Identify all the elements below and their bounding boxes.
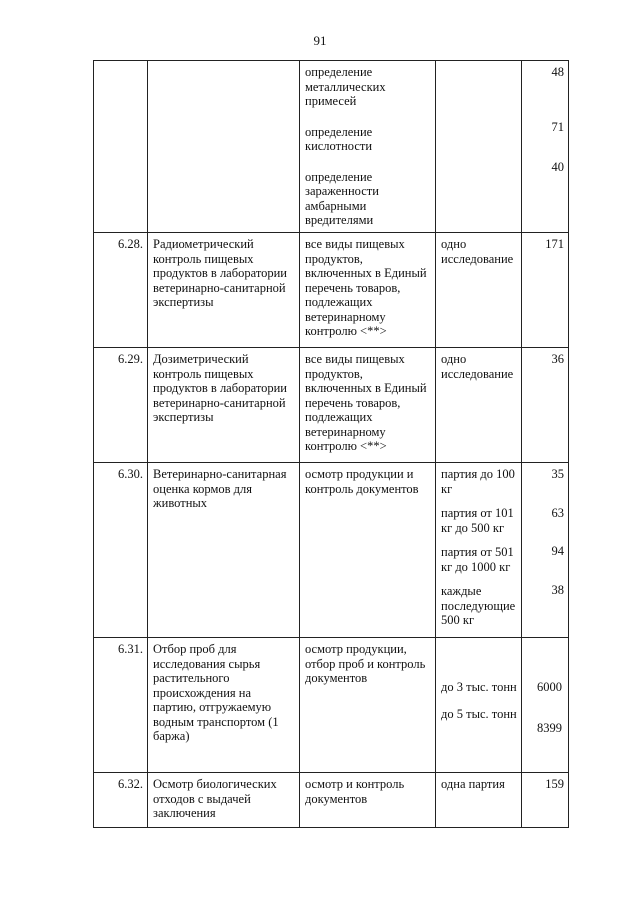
scope-item: определение металлических примесей (305, 65, 386, 108)
table-row (94, 233, 569, 348)
table-row (94, 638, 569, 773)
price-cell: 159 (522, 773, 569, 828)
scope-item: определение зараженности амбарными вредителями (305, 169, 379, 227)
price-value: 63 (551, 505, 564, 520)
price-cell (522, 463, 569, 638)
price-cell: 36 (522, 348, 569, 463)
price-value: 94 (551, 544, 564, 558)
unit-value: партия от 101 кг до 500 кг (441, 506, 514, 535)
item-number-cell (94, 61, 148, 233)
price-cell (522, 638, 569, 773)
item-number-cell: 6.28. (94, 233, 148, 348)
item-number-cell: 6.31. (94, 638, 148, 773)
unit-cell: одно исследование (436, 348, 522, 463)
unit-cell (436, 463, 522, 638)
tariff-table (93, 60, 569, 828)
price-value: 40 (551, 160, 564, 174)
unit-value: до 3 тыс. тонн (441, 680, 517, 694)
service-name-cell: Радиометрический контроль пищевых продуктов в лаборатории ветеринарно-санитарной экспертизы (148, 233, 300, 348)
price-cell: 171 (522, 233, 569, 348)
service-scope-cell: осмотр и контроль документов (300, 773, 436, 828)
service-name-cell: Отбор проб для исследования сырья растительного происхождения на партию, отгружаемую водным транспортом (1 баржа) (148, 638, 300, 773)
unit-value: партия до 100 кг (441, 467, 515, 496)
service-name-cell (148, 61, 300, 233)
price-value: 6000 (537, 680, 562, 694)
unit-cell: одна партия (436, 773, 522, 828)
service-name-cell: Осмотр биологических отходов с выдачей заключения (148, 773, 300, 828)
item-number-cell: 6.30. (94, 463, 148, 638)
unit-value: до 5 тыс. тонн (441, 706, 517, 721)
item-number-cell: 6.29. (94, 348, 148, 463)
table-row (94, 348, 569, 463)
unit-value: каждые последующие 500 кг (441, 584, 516, 627)
service-scope-cell: осмотр продукции и контроль документов (300, 463, 436, 638)
price-value: 71 (551, 119, 564, 134)
service-name-cell: Ветеринарно-санитарная оценка кормов для животных (148, 463, 300, 638)
table-row (94, 463, 569, 638)
price-value: 8399 (537, 720, 562, 735)
item-number-cell: 6.32. (94, 773, 148, 828)
unit-cell: одно исследование (436, 233, 522, 348)
service-scope-cell: все виды пищевых продуктов, включенных в Единый перечень товаров, подлежащих ветеринарному контролю <**> (300, 233, 436, 348)
unit-value: партия от 501 кг до 1000 кг (441, 545, 514, 574)
unit-cell (436, 61, 522, 233)
service-scope-cell: все виды пищевых продуктов, включенных в Единый перечень товаров, подлежащих ветеринарному контролю <**> (300, 348, 436, 463)
table-row (94, 773, 569, 828)
price-value: 38 (551, 582, 564, 597)
unit-cell (436, 638, 522, 773)
service-name-cell: Дозиметрический контроль пищевых продуктов в лаборатории ветеринарно-санитарной экспертизы (148, 348, 300, 463)
service-scope-cell (300, 61, 436, 233)
service-scope-cell: осмотр продукции, отбор проб и контроль документов (300, 638, 436, 773)
scope-item: определение кислотности (305, 124, 373, 153)
page-number: 91 (313, 33, 327, 48)
price-cell (522, 61, 569, 233)
table-row (94, 61, 569, 233)
price-value: 48 (551, 65, 564, 79)
price-value: 35 (551, 467, 564, 481)
